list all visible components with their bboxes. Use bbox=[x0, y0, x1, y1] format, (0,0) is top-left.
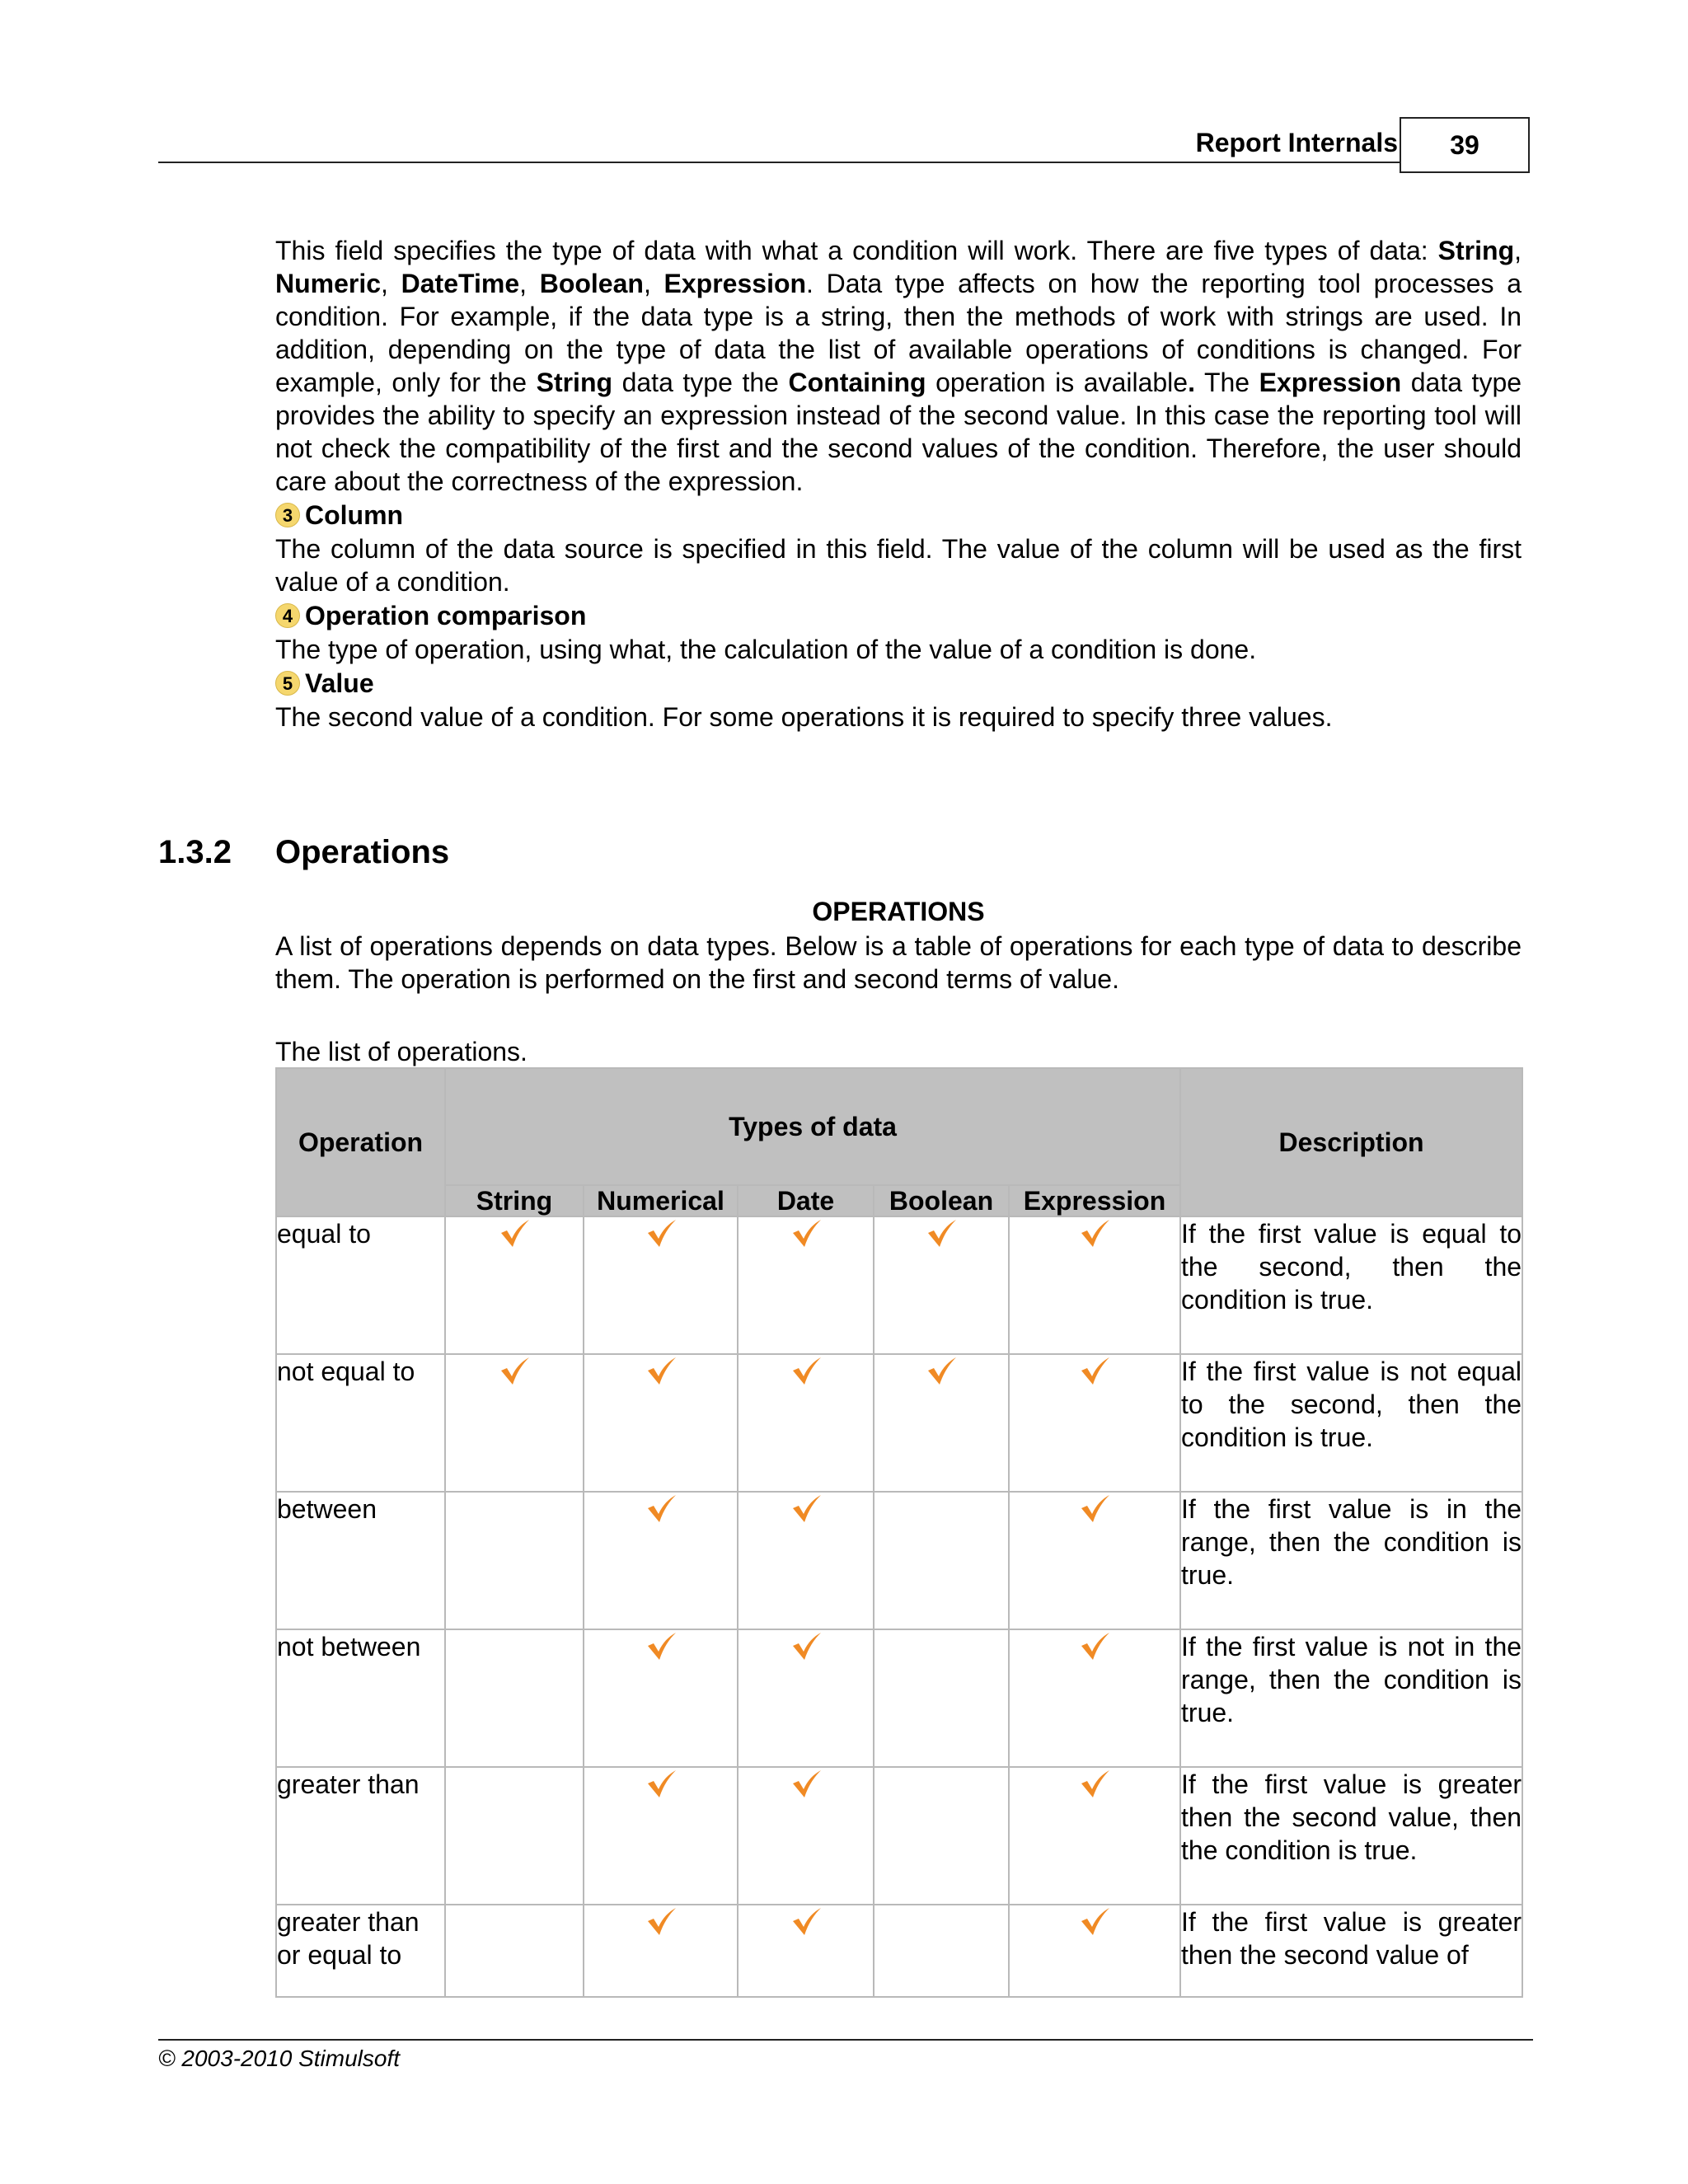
type-cell-date bbox=[738, 1905, 874, 1997]
type-cell-string bbox=[445, 1629, 584, 1767]
operations-heading: OPERATIONS bbox=[812, 897, 985, 926]
table-row bbox=[276, 1905, 1522, 1997]
type-cell-numerical bbox=[584, 1492, 738, 1629]
orange-checkmark-icon bbox=[925, 1217, 958, 1250]
orange-checkmark-icon bbox=[1078, 1630, 1111, 1663]
operation-description: If the first value is greater then the second value, then the condition is true. bbox=[1180, 1767, 1522, 1905]
operations-table bbox=[275, 1067, 1523, 1998]
item-heading-value: 5 Value bbox=[275, 666, 1522, 701]
footer-copyright: © 2003-2010 Stimulsoft bbox=[158, 2046, 401, 2071]
type-cell-string bbox=[445, 1354, 584, 1492]
operation-name: not equal to bbox=[276, 1354, 445, 1492]
operation-name: between bbox=[276, 1492, 445, 1629]
orange-checkmark-icon bbox=[1078, 1493, 1111, 1526]
type-cell-boolean bbox=[874, 1216, 1009, 1354]
type-cell-string bbox=[445, 1216, 584, 1354]
table-row bbox=[276, 1629, 1522, 1767]
type-cell-numerical bbox=[584, 1216, 738, 1354]
intro-block bbox=[275, 234, 1522, 733]
orange-checkmark-icon bbox=[645, 1217, 678, 1250]
section-number: 1.3.2 bbox=[158, 834, 232, 870]
type-cell-expression bbox=[1009, 1216, 1180, 1354]
orange-checkmark-icon bbox=[790, 1630, 823, 1663]
item-text-column: The column of the data source is specified in this field. The value of the column will be used as the first value of a condition. bbox=[275, 534, 1522, 597]
table-row bbox=[276, 1216, 1522, 1354]
item-text-operation-comparison: The type of operation, using what, the calculation of the value of a condition is done. bbox=[275, 635, 1257, 664]
type-cell-boolean bbox=[874, 1905, 1009, 1997]
orange-checkmark-icon bbox=[790, 1217, 823, 1250]
orange-checkmark-icon bbox=[925, 1355, 958, 1388]
orange-checkmark-icon bbox=[1078, 1355, 1111, 1388]
footer-rule bbox=[158, 2039, 1533, 2041]
type-cell-numerical bbox=[584, 1354, 738, 1492]
running-header-title: Report Internals bbox=[1195, 128, 1398, 157]
operation-description: If the first value is equal to the second, then the condition is true. bbox=[1180, 1216, 1522, 1354]
type-cell-date bbox=[738, 1216, 874, 1354]
orange-checkmark-icon bbox=[790, 1905, 823, 1938]
number-5-icon: 5 bbox=[275, 671, 300, 696]
type-cell-date bbox=[738, 1767, 874, 1905]
orange-checkmark-icon bbox=[1078, 1768, 1111, 1801]
operation-description: If the first value is not equal to the second, then the condition is true. bbox=[1180, 1354, 1522, 1492]
item-heading-operation-comparison: 4 Operation comparison bbox=[275, 598, 1522, 633]
orange-checkmark-icon bbox=[1078, 1905, 1111, 1938]
type-cell-expression bbox=[1009, 1905, 1180, 1997]
table-row bbox=[276, 1354, 1522, 1492]
intro-paragraph: This field specifies the type of data with what a condition will work. There are five types of data: String, Numeric, DateTime, Boolean, Expression. Data type affects on how the reporting tool processes a condition. For example, if the data type is a string, then the methods of work with strings are used. In addition, depending on the type of data the list of available operations of conditions is changed. For example, only for the String data type the Containing operation is available. The Expression data type provides the ability to specify an expression instead of the second value. In this case the reporting tool will not check the compatibility of the first and the second values of the condition. Therefore, the user should care about the correctness of the expression. bbox=[275, 236, 1522, 496]
orange-checkmark-icon bbox=[790, 1493, 823, 1526]
table-row bbox=[276, 1767, 1522, 1905]
type-cell-expression bbox=[1009, 1629, 1180, 1767]
orange-checkmark-icon bbox=[645, 1493, 678, 1526]
orange-checkmark-icon bbox=[1078, 1217, 1111, 1250]
orange-checkmark-icon bbox=[790, 1355, 823, 1388]
operations-intro: A list of operations depends on data types. Below is a table of operations for each type of data to describe them. The operation is performed on the first and second terms of value. bbox=[275, 931, 1522, 994]
type-cell-date bbox=[738, 1492, 874, 1629]
type-cell-date bbox=[738, 1354, 874, 1492]
operation-name: equal to bbox=[276, 1216, 445, 1354]
orange-checkmark-icon bbox=[790, 1768, 823, 1801]
header-type-expression: Expression bbox=[1009, 1185, 1180, 1216]
type-cell-expression bbox=[1009, 1354, 1180, 1492]
operation-name: greater than bbox=[276, 1767, 445, 1905]
operation-description: If the first value is greater then the second value of bbox=[1180, 1905, 1522, 1997]
header-rule bbox=[158, 162, 1400, 163]
header-operation: Operation bbox=[276, 1068, 445, 1216]
orange-checkmark-icon bbox=[498, 1355, 531, 1388]
type-cell-boolean bbox=[874, 1492, 1009, 1629]
header-type-boolean: Boolean bbox=[874, 1185, 1009, 1216]
type-cell-string bbox=[445, 1767, 584, 1905]
type-cell-date bbox=[738, 1629, 874, 1767]
type-cell-numerical bbox=[584, 1629, 738, 1767]
item-heading-column: 3 Column bbox=[275, 498, 1522, 532]
orange-checkmark-icon bbox=[645, 1768, 678, 1801]
type-cell-numerical bbox=[584, 1767, 738, 1905]
list-label: The list of operations. bbox=[275, 1037, 528, 1066]
section-title: Operations bbox=[275, 834, 450, 870]
orange-checkmark-icon bbox=[498, 1217, 531, 1250]
orange-checkmark-icon bbox=[645, 1355, 678, 1388]
page-number: 39 bbox=[1400, 117, 1530, 173]
operation-name: not between bbox=[276, 1629, 445, 1767]
operation-description: If the first value is in the range, then the condition is true. bbox=[1180, 1492, 1522, 1629]
type-cell-expression bbox=[1009, 1492, 1180, 1629]
number-3-icon: 3 bbox=[275, 503, 300, 527]
header-type-date: Date bbox=[738, 1185, 874, 1216]
type-cell-string bbox=[445, 1492, 584, 1629]
operation-description: If the first value is not in the range, then the condition is true. bbox=[1180, 1629, 1522, 1767]
type-cell-boolean bbox=[874, 1767, 1009, 1905]
type-cell-numerical bbox=[584, 1905, 738, 1997]
orange-checkmark-icon bbox=[645, 1630, 678, 1663]
header-types-of-data: Types of data bbox=[445, 1068, 1180, 1185]
header-type-string: String bbox=[445, 1185, 584, 1216]
type-cell-boolean bbox=[874, 1629, 1009, 1767]
list-label-block bbox=[275, 1035, 1522, 1068]
type-cell-expression bbox=[1009, 1767, 1180, 1905]
orange-checkmark-icon bbox=[645, 1905, 678, 1938]
type-cell-boolean bbox=[874, 1354, 1009, 1492]
item-text-value: The second value of a condition. For some operations it is required to specify three values. bbox=[275, 702, 1333, 732]
type-cell-string bbox=[445, 1905, 584, 1997]
operation-name: greater than or equal to bbox=[276, 1905, 445, 1997]
header-type-numerical: Numerical bbox=[584, 1185, 738, 1216]
operations-intro-block bbox=[275, 930, 1522, 996]
operations-table-body bbox=[276, 1216, 1522, 1997]
number-4-icon: 4 bbox=[275, 603, 300, 628]
header-description: Description bbox=[1180, 1068, 1522, 1216]
table-row bbox=[276, 1492, 1522, 1629]
